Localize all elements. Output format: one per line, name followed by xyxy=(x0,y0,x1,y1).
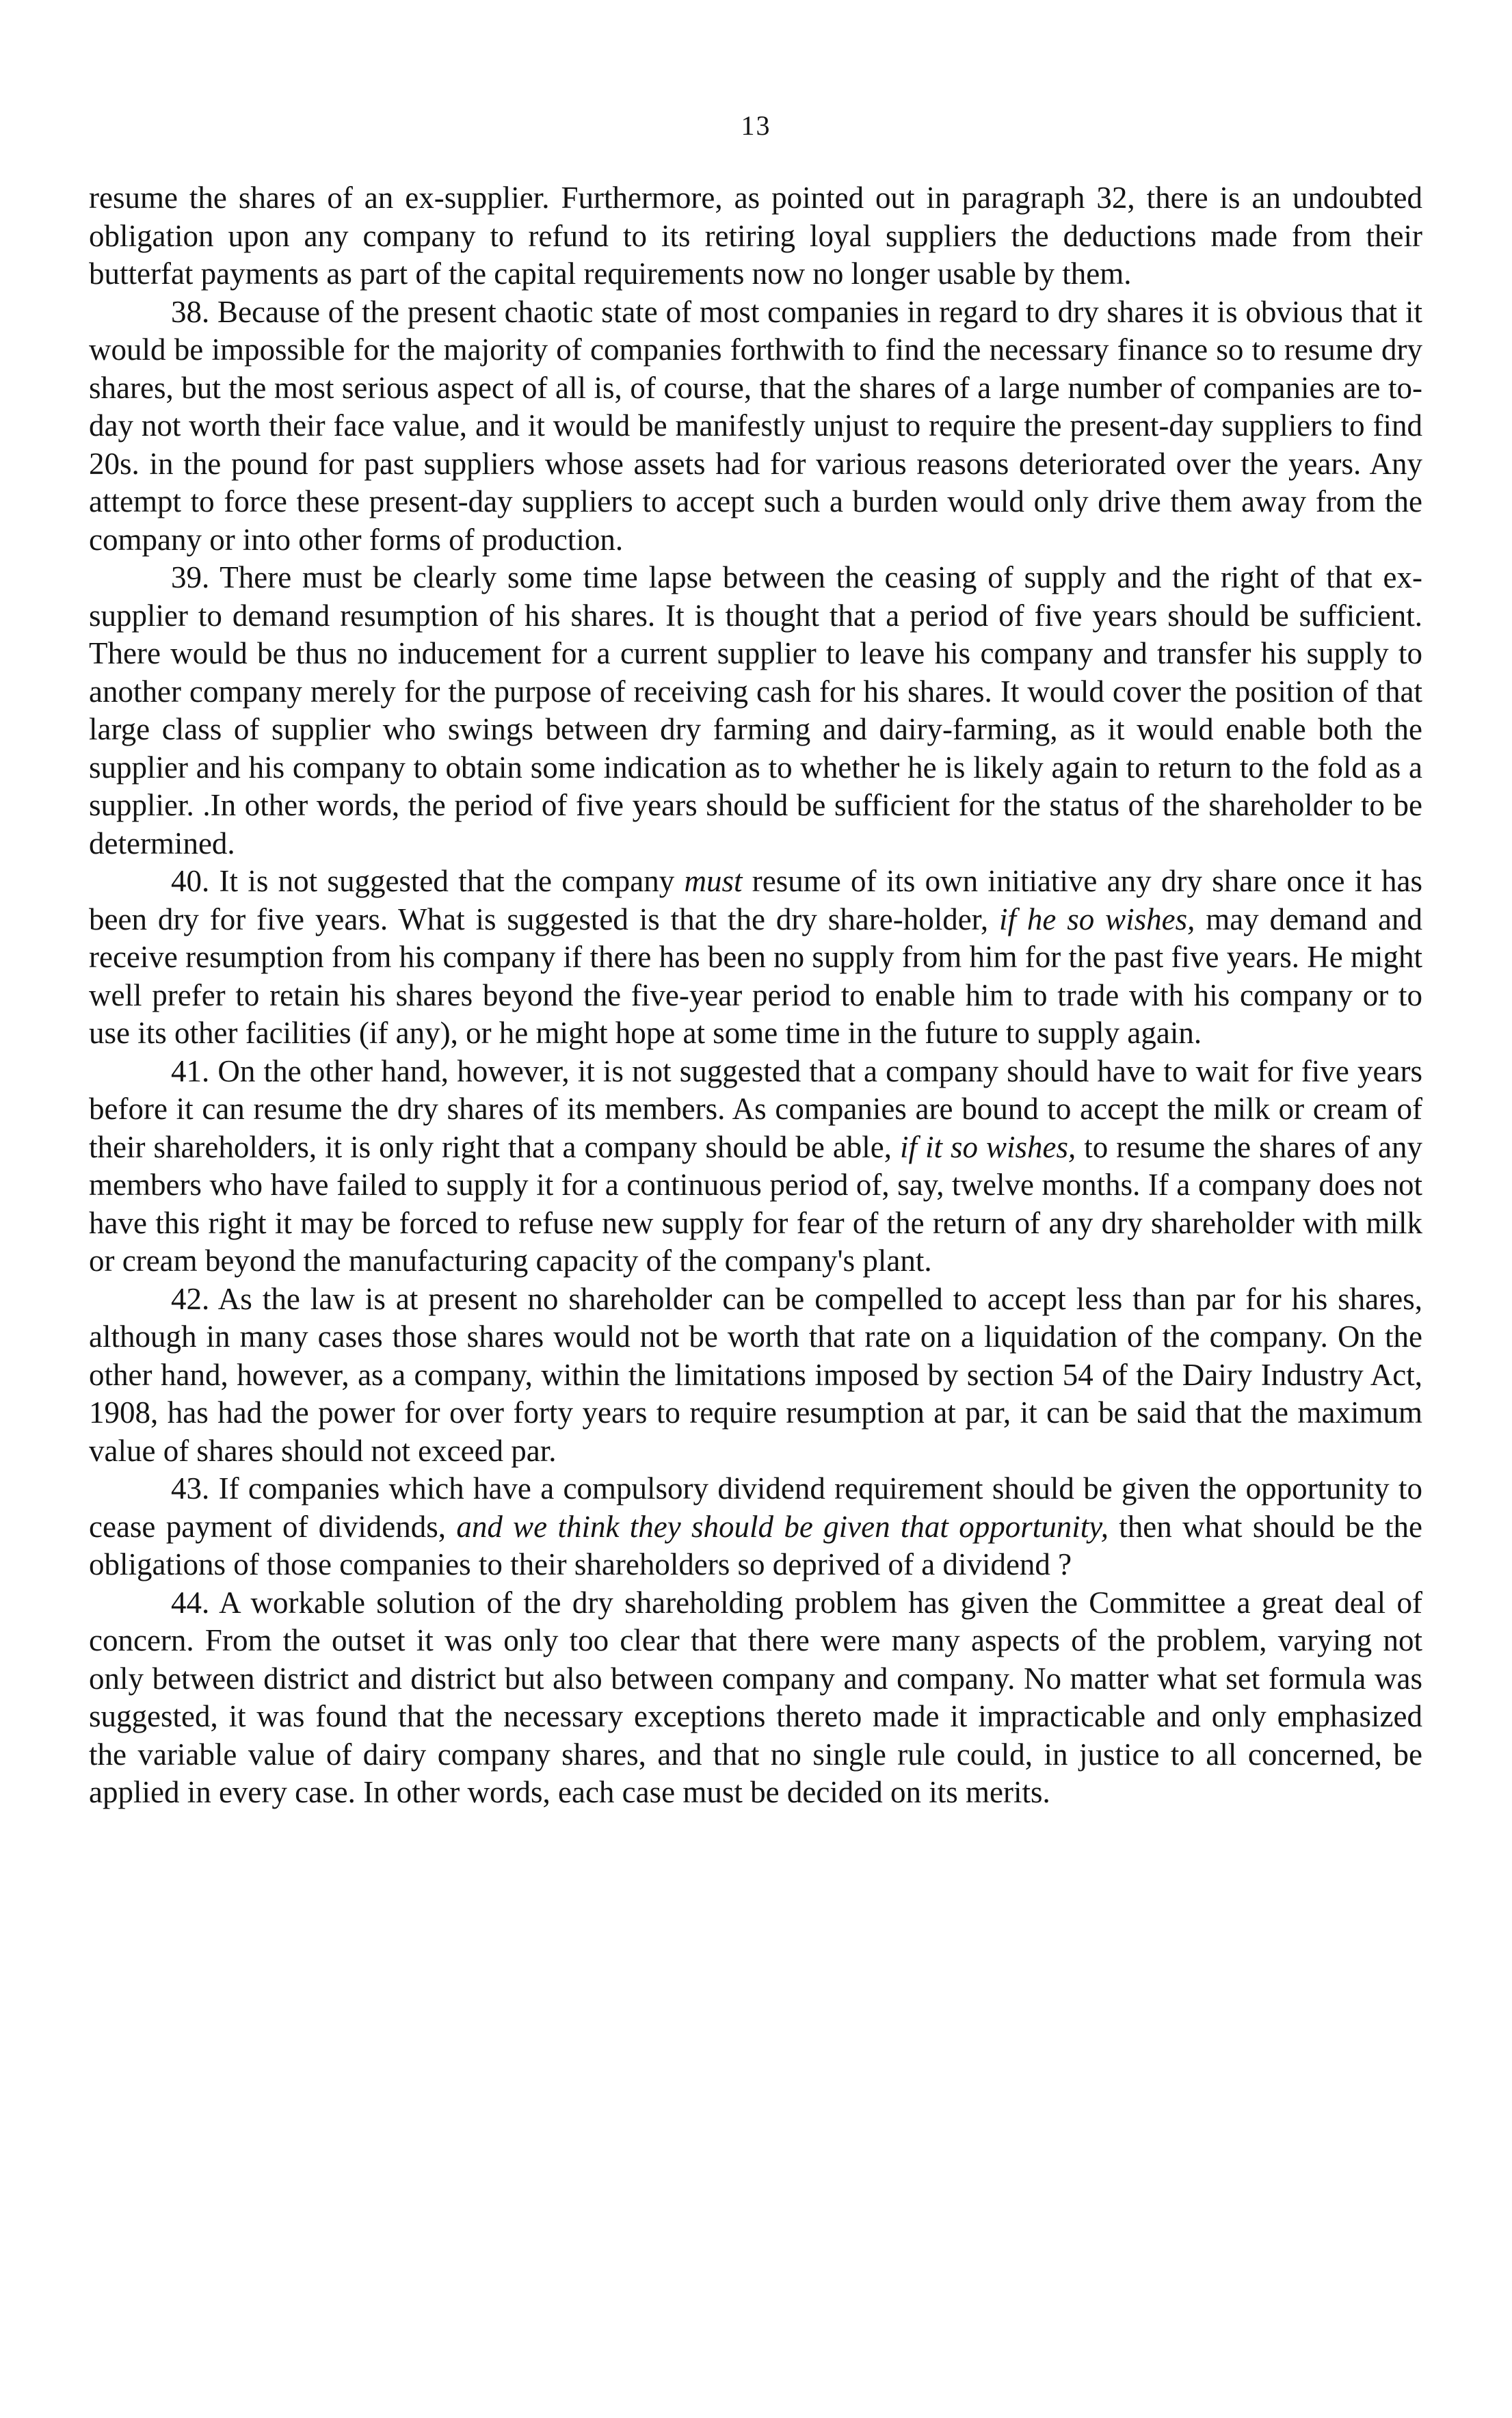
text-segment: then what should be the obligations of those companies to their shareholders so deprived of a dividend ? xyxy=(89,1509,1422,1581)
text-segment: 41. On the other hand, however, it is not suggested that a company should have to wait for five years before it can resume the dry shares of its members. As companies are bound to accept the milk or cream of their shareholders, it is only right that a company should be able, xyxy=(89,1053,1422,1164)
text-segment: resume of its own initiative any dry share once it has been dry for five years. What is suggested is that the dry share-holder, xyxy=(89,864,1423,936)
text-segment: resume the shares of an ex-supplier. Furthermore, as pointed out in paragraph 32, there is an undoubted obligation upon any company to refund to its retiring loyal suppliers the deductions made from their butterfat payments as part of the capital requirements now no longer usable by them. xyxy=(89,181,1422,291)
paragraph-42 xyxy=(89,1280,1422,1471)
text-segment: 40. It is not suggested that the company xyxy=(171,864,685,898)
paragraph-38 xyxy=(89,293,1422,560)
body-text xyxy=(89,179,1422,1812)
text-segment: 43. If companies which have a compulsory dividend requirement should be given the opportunity to cease payment of dividends, xyxy=(89,1471,1422,1544)
text-segment: 39. There must be clearly some time lapse between the ceasing of supply and the right of that ex-supplier to demand resumption of his shares. It is thought that a period of five years should be sufficient. There would be thus no inducement for a current supplier to leave his company and transfer his supply to another company merely for the purpose of receiving cash for his shares. It would cover the position of that large class of supplier who swings between dry farming and dairy-farming, as it would enable both the supplier and his company to obtain some indication as to whether he is likely again to return to the fold as a supplier. .In other words, the period of five years should be sufficient for the status of the shareholder to be determined. xyxy=(89,560,1422,860)
paragraph-39 xyxy=(89,559,1422,863)
paragraph-continuation xyxy=(89,179,1422,293)
text-segment: to resume the shares of any members who have failed to supply it for a continuous period of, say, twelve months. If a company does not have this right it may be forced to refuse new supply for fear of the return of any dry shareholder with milk or cream beyond the manufacturing capacity of the company's plant. xyxy=(89,1129,1422,1278)
paragraph-40 xyxy=(89,863,1422,1053)
text-segment: may demand and receive resumption from his company if there has been no supply from him for the past five years. He might well prefer to retain his shares beyond the five-year period to enable him to trade with his company or to use its other facilities (if any), or he might hope at some time in the future to supply again. xyxy=(89,902,1422,1050)
paragraph-41 xyxy=(89,1053,1422,1280)
italic-text-segment: if it so wishes, xyxy=(900,1129,1076,1164)
italic-text-segment: and we think they should be given that opportunity, xyxy=(456,1509,1109,1544)
text-segment: 38. Because of the present chaotic state of most companies in regard to dry shares it is obvious that it would be impossible for the majority of companies forthwith to find the necessary finance so to resume dry shares, but the most serious aspect of all is, of course, that the shares of a large number of companies are to-day not worth their face value, and it would be manifestly unjust to require the present-day suppliers to find 20s. in the pound for past suppliers whose assets had for various reasons deteriorated over the years. Any attempt to force these present-day suppliers to accept such a burden would only drive them away from the company or into other forms of production. xyxy=(89,294,1422,557)
italic-text-segment: must xyxy=(684,864,743,898)
text-segment: 44. A workable solution of the dry shareholding problem has given the Committee a great deal of concern. From the outset it was only too clear that there were many aspects of the problem, varying not only between district and district but also between company and company. No matter what set formula was suggested, it was found that the necessary exceptions thereto made it impracticable and only emphasized the variable value of dairy company shares, and that no single rule could, in justice to all concerned, be applied in every case. In other words, each case must be decided on its merits. xyxy=(89,1585,1422,1809)
italic-text-segment: if he so wishes, xyxy=(999,902,1195,936)
text-segment: 42. As the law is at present no shareholder can be compelled to accept less than par for his shares, although in many cases those shares would not be worth that rate on a liquidation of the company. On the other hand, however, as a company, within the limitations imposed by section 54 of the Dairy Industry Act, 1908, has had the power for over forty years to require resumption at par, it can be said that the maximum value of shares should not exceed par. xyxy=(89,1281,1422,1468)
paragraph-43 xyxy=(89,1470,1422,1584)
page-number: 13 xyxy=(741,110,771,141)
paragraph-44 xyxy=(89,1584,1422,1812)
